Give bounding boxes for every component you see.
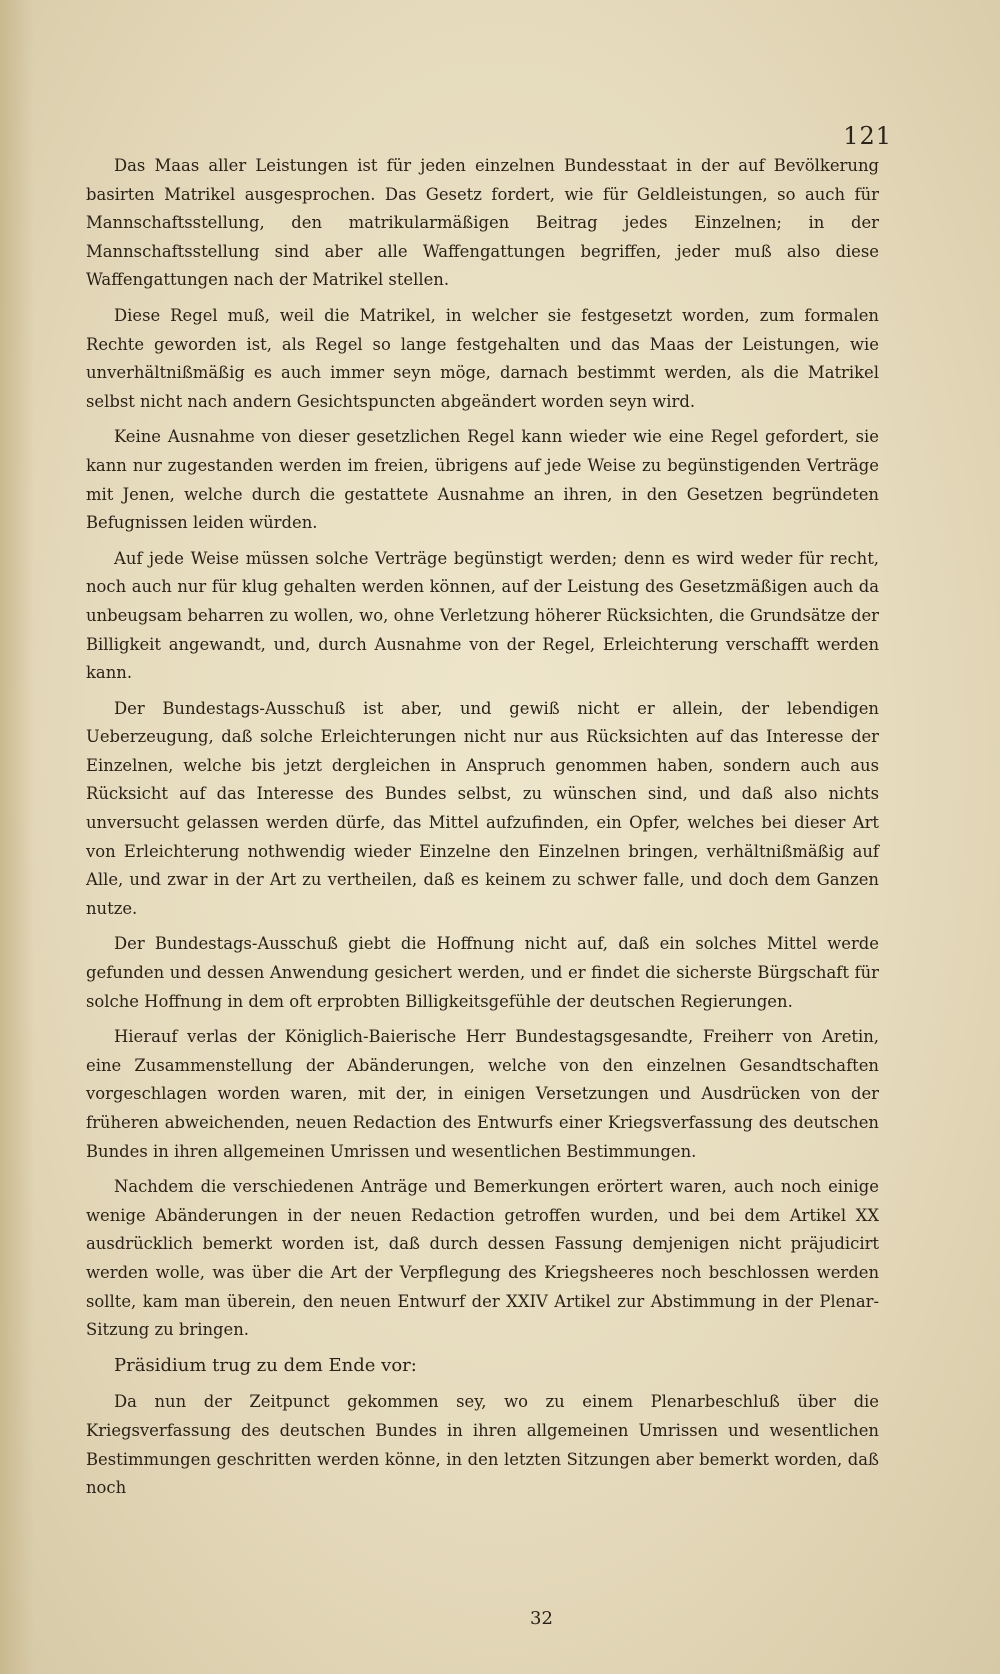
page-gutter-shadow (0, 0, 34, 1674)
paragraph: Keine Ausnahme von dieser gesetzlichen Regel kann wieder wie eine Regel gefordert, sie kann nur zugestanden werden im freien, übrigens auf jede Weise zu begünstigenden Verträge mit Jenen, welche durch die gestattete Ausnahme an ihren, in den Gesetzen begründeten Befugnissen leiden würden. (86, 427, 879, 533)
body-text (86, 152, 879, 1510)
paragraph: Diese Regel muß, weil die Matrikel, in welcher sie festgesetzt worden, zum formalen Rechte geworden ist, als Regel so lange festgehalten und das Maas der Leistungen, wie unverhältnißmäßig es auch immer seyn möge, darnach bestimmt werden, als die Matrikel selbst nicht nach andern Gesichtspuncten abgeändert worden seyn wird. (86, 305, 879, 411)
paragraph: Da nun der Zeitpunct gekommen sey, wo zu einem Plenarbeschluß über die Kriegsverfassung des deutschen Bundes in ihren allgemeinen Umrissen und wesentlichen Bestimmungen geschritten werden könne, in den letzten Sitzungen aber bemerkt worden, daß noch (86, 1392, 879, 1498)
paragraph: Auf jede Weise müssen solche Verträge begünstigt werden; denn es wird weder für recht, noch auch nur für klug gehalten werden können, auf der Leistung des Gesetzmäßigen auch da unbeugsam beharren zu wollen, wo, ohne Verletzung höherer Rücksichten, die Grundsätze der Billigkeit angewandt, und, durch Ausnahme von der Regel, Erleichterung verschafft werden kann. (86, 548, 879, 683)
paragraph: Hierauf verlas der Königlich-Baierische Herr Bundestagsgesandte, Freiherr von Aretin, eine Zusammenstellung der Abänderungen, welche von den einzelnen Gesandtschaften vorgeschlagen worden waren, mit der, in einigen Versetzungen und Ausdrücken von der früheren abweichenden, neuen Redaction des Entwurfs einer Kriegsverfassung des deutschen Bundes in ihren allgemeinen Umrissen und wesentlichen Bestimmungen. (86, 1027, 879, 1161)
presidium-heading: Präsidium trug zu dem Ende vor: (114, 1354, 417, 1376)
paragraph: Der Bundestags-Ausschuß giebt die Hoffnung nicht auf, daß ein solches Mittel werde gefunden und dessen Anwendung gesichert werden, und er findet die sicherste Bürgschaft für solche Hoffnung in dem oft erprobten Billigkeitsgefühle der deutschen Regierungen. (86, 934, 879, 1011)
page-number: 121 (843, 122, 892, 150)
signature-mark: 32 (530, 1608, 553, 1629)
paragraph: Der Bundestags-Ausschuß ist aber, und gewiß nicht er allein, der lebendigen Ueberzeugung, daß solche Erleichterungen nicht nur aus Rücksichten auf das Interesse der Einzelnen, welche bis jetzt dergleichen in Anspruch genommen haben, sondern auch aus Rücksicht auf das Interesse des Bundes selbst, zu wünschen sind, und daß also nichts unversucht gelassen werden dürfe, das Mittel aufzufinden, ein Opfer, welches bei dieser Art von Erleichterung nothwendig wieder Einzelne den Einzelnen bringen, verhältnißmäßig auf Alle, und zwar in der Art zu vertheilen, daß es keinem zu schwer falle, und doch dem Ganzen nutze. (86, 698, 879, 918)
paragraph: Nachdem die verschiedenen Anträge und Bemerkungen erörtert waren, auch noch einige wenige Abänderungen in der neuen Redaction getroffen wurden, und bei dem Artikel XX ausdrücklich bemerkt worden ist, daß durch dessen Fassung demjenigen nicht präjudicirt werden wolle, was über die Art der Verpflegung des Kriegsheeres noch beschlossen werden sollte, kam man überein, den neuen Entwurf der XXIV Artikel zur Abstimmung in der Plenar-Sitzung zu bringen. (86, 1177, 879, 1340)
paragraph: Das Maas aller Leistungen ist für jeden einzelnen Bundesstaat in der auf Bevölkerung basirten Matrikel ausgesprochen. Das Gesetz fordert, wie für Geldleistungen, so auch für Mannschaftsstellung, den matrikularmäßigen Beitrag jedes Einzelnen; in der Mannschaftsstellung sind aber alle Waffengattungen begriffen, jeder muß also diese Waffengattungen nach der Matrikel stellen. (86, 156, 879, 290)
